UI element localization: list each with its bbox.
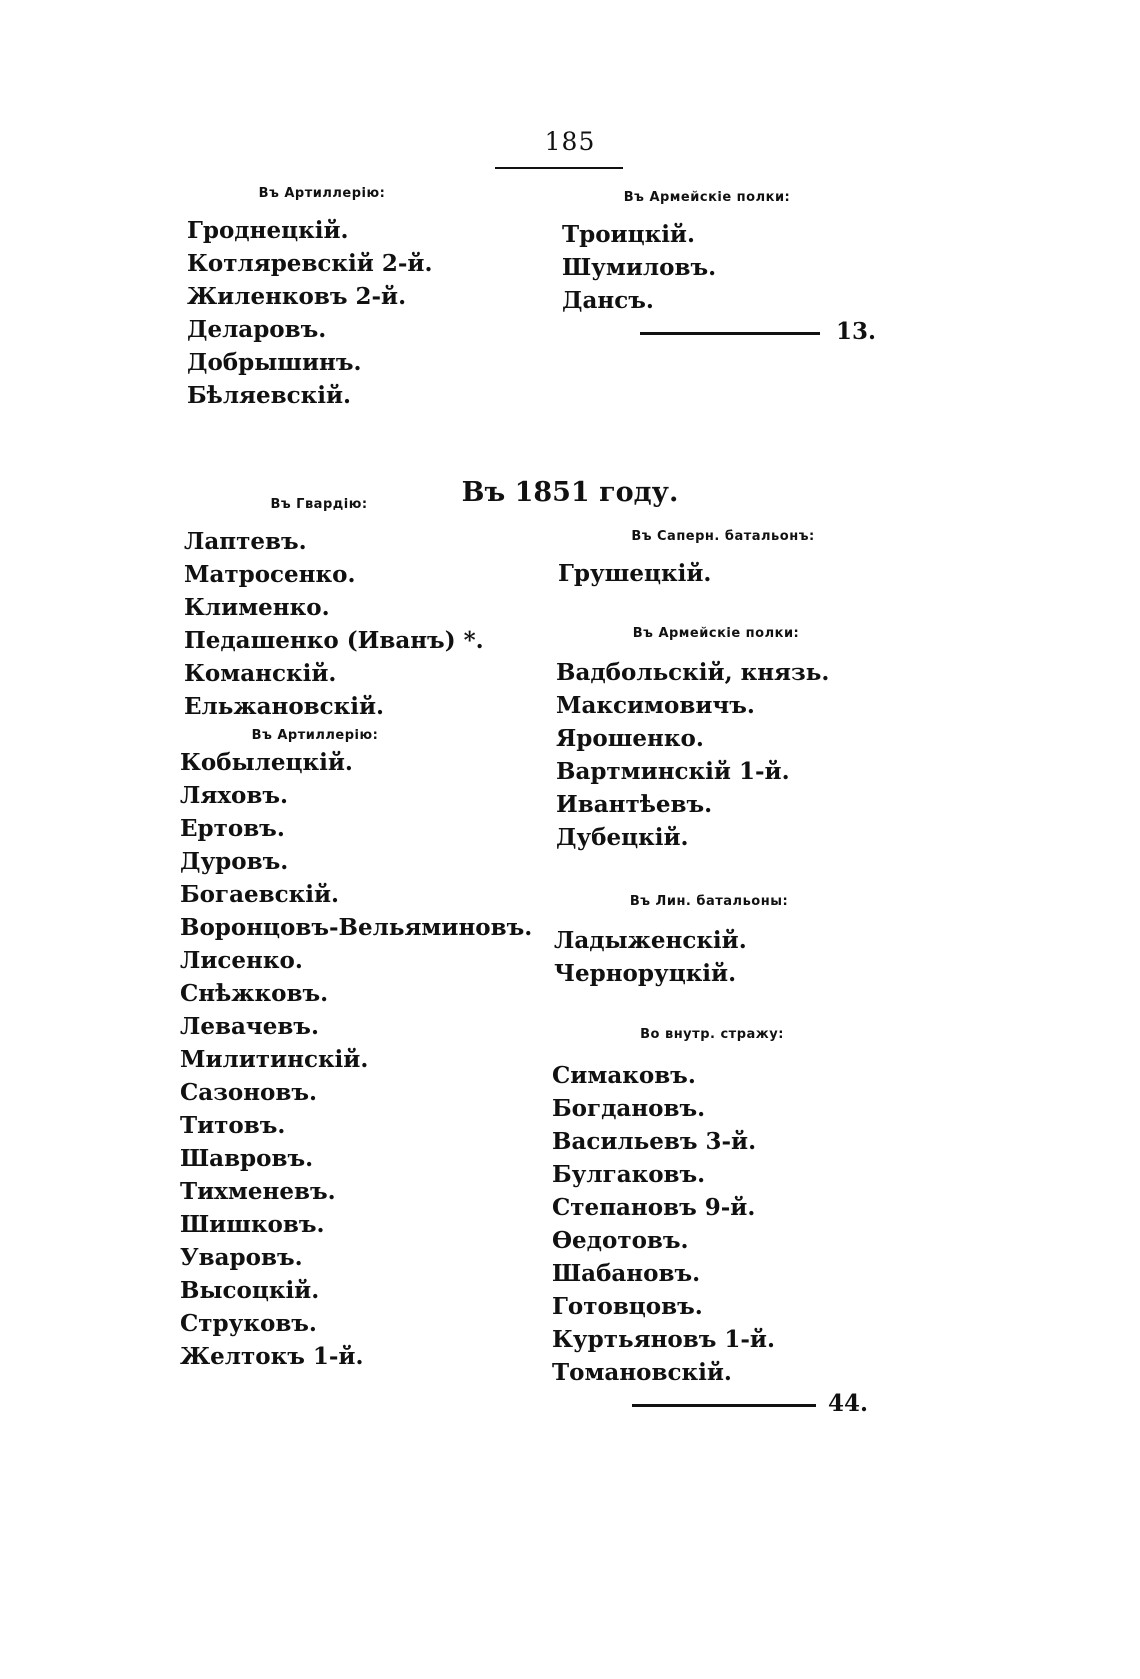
name-list: [562, 218, 862, 317]
section-army-1850: [562, 188, 862, 317]
section-total-1850: [640, 320, 880, 344]
name-entry: Тихменевъ.: [180, 1178, 336, 1205]
section-heading: Въ Гвардію:: [270, 497, 368, 512]
name-entry: Вадбольскій, князь.: [556, 659, 830, 686]
name-entry: Богдановъ.: [552, 1095, 706, 1122]
name-list: [552, 1059, 852, 1389]
page-number: 185: [544, 127, 596, 156]
name-entry: Ивантѣевъ.: [556, 791, 713, 818]
name-entry: Струковъ.: [180, 1310, 317, 1337]
section-heading: Въ Артиллерію:: [251, 728, 379, 743]
name-list: [180, 746, 533, 1373]
name-entry: Куртьяновъ 1-й.: [552, 1326, 776, 1353]
name-entry: Троицкій.: [562, 221, 696, 248]
name-entry: Бѣляевскій.: [187, 382, 352, 409]
name-entry: Котляревскій 2-й.: [187, 250, 433, 277]
name-entry: Томановскій.: [552, 1359, 732, 1386]
name-entry: Снѣжковъ.: [180, 980, 329, 1007]
name-entry: Титовъ.: [180, 1112, 286, 1139]
name-entry: Педашенко (Иванъ) *.: [184, 627, 484, 654]
name-entry: Шумиловъ.: [562, 254, 717, 281]
name-entry: Кобылецкій.: [180, 749, 353, 776]
section-heading: Въ Армейскіе полки:: [623, 190, 791, 205]
name-entry: Ертовъ.: [180, 815, 285, 842]
name-entry: Ельжановскій.: [184, 693, 385, 720]
total-rule: [632, 1404, 816, 1407]
name-entry: Клименко.: [184, 594, 330, 621]
name-entry: Максимовичъ.: [556, 692, 755, 719]
name-entry: Высоцкій.: [180, 1277, 320, 1304]
section-guard-1851: [184, 495, 484, 723]
name-entry: Добрышинъ.: [187, 349, 362, 376]
section-heading: Во внутр. стражу:: [640, 1027, 784, 1042]
section-internal-1851: [552, 1025, 852, 1389]
name-entry: Вартминскій 1-й.: [556, 758, 790, 785]
name-list: [558, 557, 858, 590]
name-entry: Милитинскій.: [180, 1046, 369, 1073]
name-entry: Готовцовъ.: [552, 1293, 703, 1320]
section-heading: Въ Саперн. батальонъ:: [631, 529, 815, 544]
name-entry: Ярошенко.: [556, 725, 704, 752]
section-army-1851: [556, 624, 856, 854]
name-entry: Степановъ 9-й.: [552, 1194, 756, 1221]
total-rule: [640, 332, 820, 335]
name-entry: Воронцовъ-Вельяминовъ.: [180, 914, 533, 941]
name-entry: Жиленковъ 2-й.: [187, 283, 407, 310]
name-entry: Дубецкій.: [556, 824, 689, 851]
name-entry: Шавровъ.: [180, 1145, 314, 1172]
total-count: 13.: [836, 318, 877, 345]
section-heading: Въ Лин. батальоны:: [629, 894, 789, 909]
name-entry: Уваровъ.: [180, 1244, 303, 1271]
name-entry: Деларовъ.: [187, 316, 327, 343]
name-entry: Дуровъ.: [180, 848, 289, 875]
name-entry: Ладыженскій.: [554, 927, 747, 954]
name-entry: Желтокъ 1-й.: [180, 1343, 364, 1370]
name-entry: Дансъ.: [562, 287, 654, 314]
section-line-1851: [554, 892, 854, 990]
name-entry: Матросенко.: [184, 561, 356, 588]
section-sapper-1851: [558, 527, 858, 590]
section-total-1851: [632, 1392, 872, 1416]
name-entry: Богаевскій.: [180, 881, 340, 908]
name-entry: Черноруцкій.: [554, 960, 737, 987]
name-entry: Левачевъ.: [180, 1013, 319, 1040]
name-entry: Лисенко.: [180, 947, 303, 974]
page-number-rule: [495, 167, 623, 169]
name-entry: Шишковъ.: [180, 1211, 325, 1238]
year-heading: Въ 1851 году.: [461, 477, 679, 508]
name-list: [556, 656, 856, 854]
name-entry: Команскій.: [184, 660, 337, 687]
name-entry: Сазоновъ.: [180, 1079, 318, 1106]
name-list: [554, 924, 854, 990]
section-heading: Въ Артиллерію:: [258, 186, 386, 201]
name-entry: Симаковъ.: [552, 1062, 696, 1089]
name-list: [187, 214, 457, 412]
name-entry: Васильевъ 3-й.: [552, 1128, 757, 1155]
section-heading: Въ Армейскіе полки:: [632, 626, 800, 641]
name-entry: Лаптевъ.: [184, 528, 307, 555]
name-entry: Гроднецкій.: [187, 217, 349, 244]
section-artillery-1850: [187, 184, 457, 412]
name-entry: Ѳедотовъ.: [552, 1227, 689, 1254]
name-entry: Шабановъ.: [552, 1260, 701, 1287]
name-entry: Грушецкій.: [558, 560, 712, 587]
name-entry: Ляховъ.: [180, 782, 289, 809]
name-list: [184, 525, 484, 723]
section-artillery-1851: [180, 726, 533, 1373]
total-count: 44.: [828, 1390, 869, 1417]
name-entry: Булгаковъ.: [552, 1161, 706, 1188]
